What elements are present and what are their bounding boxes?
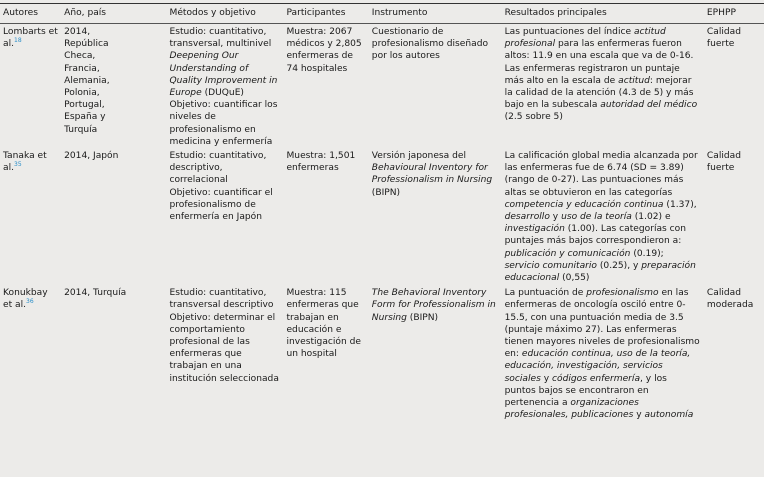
year-country-line: Polonia, xyxy=(64,88,100,99)
results-text: La puntuación de xyxy=(504,288,587,299)
results-text: para las enfermeras fueron altos: 11.9 en una escala que va de 0-16. Las enfermeras registraron un puntaje más alto en la escala de xyxy=(504,39,694,86)
cell-results xyxy=(502,284,704,477)
results-text: (0,55) xyxy=(559,273,590,284)
results-emphasis: actitud xyxy=(618,75,650,86)
cell-author xyxy=(0,24,61,149)
header-metodos: Métodos y objetivo xyxy=(166,4,283,24)
results-emphasis: preparación educacional xyxy=(504,260,696,284)
header-ephpp: EPHPP xyxy=(704,4,764,24)
reference-link[interactable]: 35 xyxy=(14,161,22,169)
cell-results xyxy=(502,148,704,284)
cell-participants: Muestra: 1,501 enfermeras xyxy=(286,151,356,174)
cell-instrument: Cuestionario de profesionalismo diseñado por los autores xyxy=(371,27,489,62)
results-emphasis: autonomía xyxy=(644,410,694,421)
cell-methods xyxy=(166,24,283,149)
cell-year-country: 2014, Turquía xyxy=(64,288,127,299)
results-text: (1.00). Las categorías con puntajes más bajos correspondieron a: xyxy=(504,224,687,247)
year-country-line: Turquía xyxy=(64,124,98,135)
results-emphasis: actitud profesional xyxy=(504,27,666,50)
year-country-line: España y xyxy=(64,112,106,123)
instrument-text: (BIPN) xyxy=(371,187,401,198)
table-row xyxy=(0,24,764,149)
cell-author xyxy=(0,284,61,477)
cell-year-country: 2014, Japón xyxy=(64,151,119,162)
results-text: (1.02) e xyxy=(631,212,671,223)
cell-participants: Muestra: 2067 médicos y 2,805 enfermeras de 74 hospitales xyxy=(286,27,362,74)
results-text: y xyxy=(549,212,562,223)
table-row xyxy=(0,284,764,477)
results-text: , y los puntos bajos se encontraron en pertenencia a xyxy=(504,373,667,409)
table-row xyxy=(0,148,764,284)
cell-author xyxy=(0,148,61,284)
results-emphasis: profesionalismo xyxy=(586,288,659,299)
header-autores: Autores xyxy=(0,4,61,24)
year-country-line: Francia, xyxy=(64,63,100,74)
results-emphasis: códigos enfermería xyxy=(552,373,641,384)
instrument-text: Versión japonesa del xyxy=(371,151,467,162)
results-emphasis: desarrollo xyxy=(504,212,550,223)
results-emphasis: organizaciones profesionales, publicaciones xyxy=(504,398,639,421)
results-text: La calificación global media alcanzada por las enfermeras fue de 6.74 (SD = 3.89) (rango de 0-27). Las puntuaciones más altas se obtuvieron en las categorías xyxy=(504,151,698,198)
results-text: (0.19); xyxy=(630,248,664,259)
cell-ephpp: Calidad moderada xyxy=(706,288,754,311)
cell-ephpp: Calidad fuerte xyxy=(706,27,741,50)
methods-study: Estudio: cuantitativo, descriptivo, correlacional xyxy=(169,151,267,186)
reference-link[interactable]: 18 xyxy=(14,37,22,45)
results-emphasis: publicación y comunicación xyxy=(504,248,631,259)
studies-table xyxy=(0,3,764,477)
header-instrumento: Instrumento xyxy=(369,4,502,24)
cell-year-country xyxy=(61,24,166,149)
results-emphasis: autoridad del médico xyxy=(600,100,698,111)
results-emphasis: uso de la teoría xyxy=(561,212,632,223)
instrument-title: Behavioural Inventory for Professionalism in Nursing xyxy=(371,163,493,186)
methods-study: Estudio: cuantitativo, transversal, multinivel xyxy=(169,27,272,50)
results-emphasis: competencia y educación continua xyxy=(504,199,664,210)
results-text: (0.25), y xyxy=(596,260,642,271)
results-text: y xyxy=(633,410,645,421)
methods-project-acronym: (DUQuE) xyxy=(201,88,244,99)
results-text: (2.5 sobre 5) xyxy=(504,112,563,123)
results-text: y xyxy=(540,373,552,384)
methods-objective: Objetivo: determinar el comportamiento profesional de las enfermeras que trabajan en una institución seleccionada xyxy=(169,312,279,384)
methods-objective: Objetivo: cuantificar los niveles de profesionalismo en medicina y enfermería xyxy=(169,100,278,147)
year-country-line: Checa, xyxy=(64,51,96,62)
header-participantes: Participantes xyxy=(283,4,368,24)
instrument-text: (BIPN) xyxy=(406,312,439,323)
cell-methods xyxy=(166,284,283,477)
methods-objective: Objetivo: cuantificar el profesionalismo de enfermería en Japón xyxy=(169,187,273,223)
cell-ephpp: Calidad fuerte xyxy=(706,151,741,174)
results-emphasis: servicio comunitario xyxy=(504,260,597,271)
cell-instrument xyxy=(369,284,502,477)
results-text: en las enfermeras de oncología osciló entre 0-15.5, con una puntuación media de 3.5 (puntaje máximo 27). Las enfermeras tienen mayores niveles de profesionalismo en: xyxy=(504,288,700,360)
methods-study: Estudio: cuantitativo, transversal descriptivo xyxy=(169,288,274,311)
reference-link[interactable]: 36 xyxy=(26,298,34,306)
year-country-line: Portugal, xyxy=(64,100,105,111)
header-resultados: Resultados principales xyxy=(502,4,704,24)
methods-project-title: Deepening Our Understanding of Quality Improvement in Europe xyxy=(169,51,278,99)
results-text: Las puntuaciones del índice xyxy=(504,27,634,37)
table-header-row xyxy=(0,4,764,24)
results-text: (1.37), xyxy=(663,199,697,210)
cell-instrument xyxy=(369,148,502,284)
author-name: Lombarts et al. xyxy=(3,27,58,50)
cell-methods xyxy=(166,148,283,284)
author-name: Tanaka et al. xyxy=(3,151,47,174)
results-emphasis: investigación xyxy=(504,224,565,235)
results-text: : mejorar la calidad de la atención (4.3 de 5) y más bajo en la subescala xyxy=(504,75,694,111)
cell-participants: Muestra: 115 enfermeras que trabajan en educación e investigación de un hospital xyxy=(286,288,362,360)
year-country-line: República xyxy=(64,39,109,50)
header-ano-pais: Año, país xyxy=(61,4,166,24)
results-emphasis: educación continua, uso de la teoría, educación, investigación, servicios sociales xyxy=(504,349,691,384)
author-name: Konukbay et al. xyxy=(3,288,48,311)
year-country-line: Alemania, xyxy=(64,75,110,86)
year-country-line: 2014, xyxy=(64,27,91,37)
cell-results xyxy=(502,24,704,149)
instrument-title: The Behavioral Inventory Form for Professionalism in Nursing xyxy=(371,288,496,323)
